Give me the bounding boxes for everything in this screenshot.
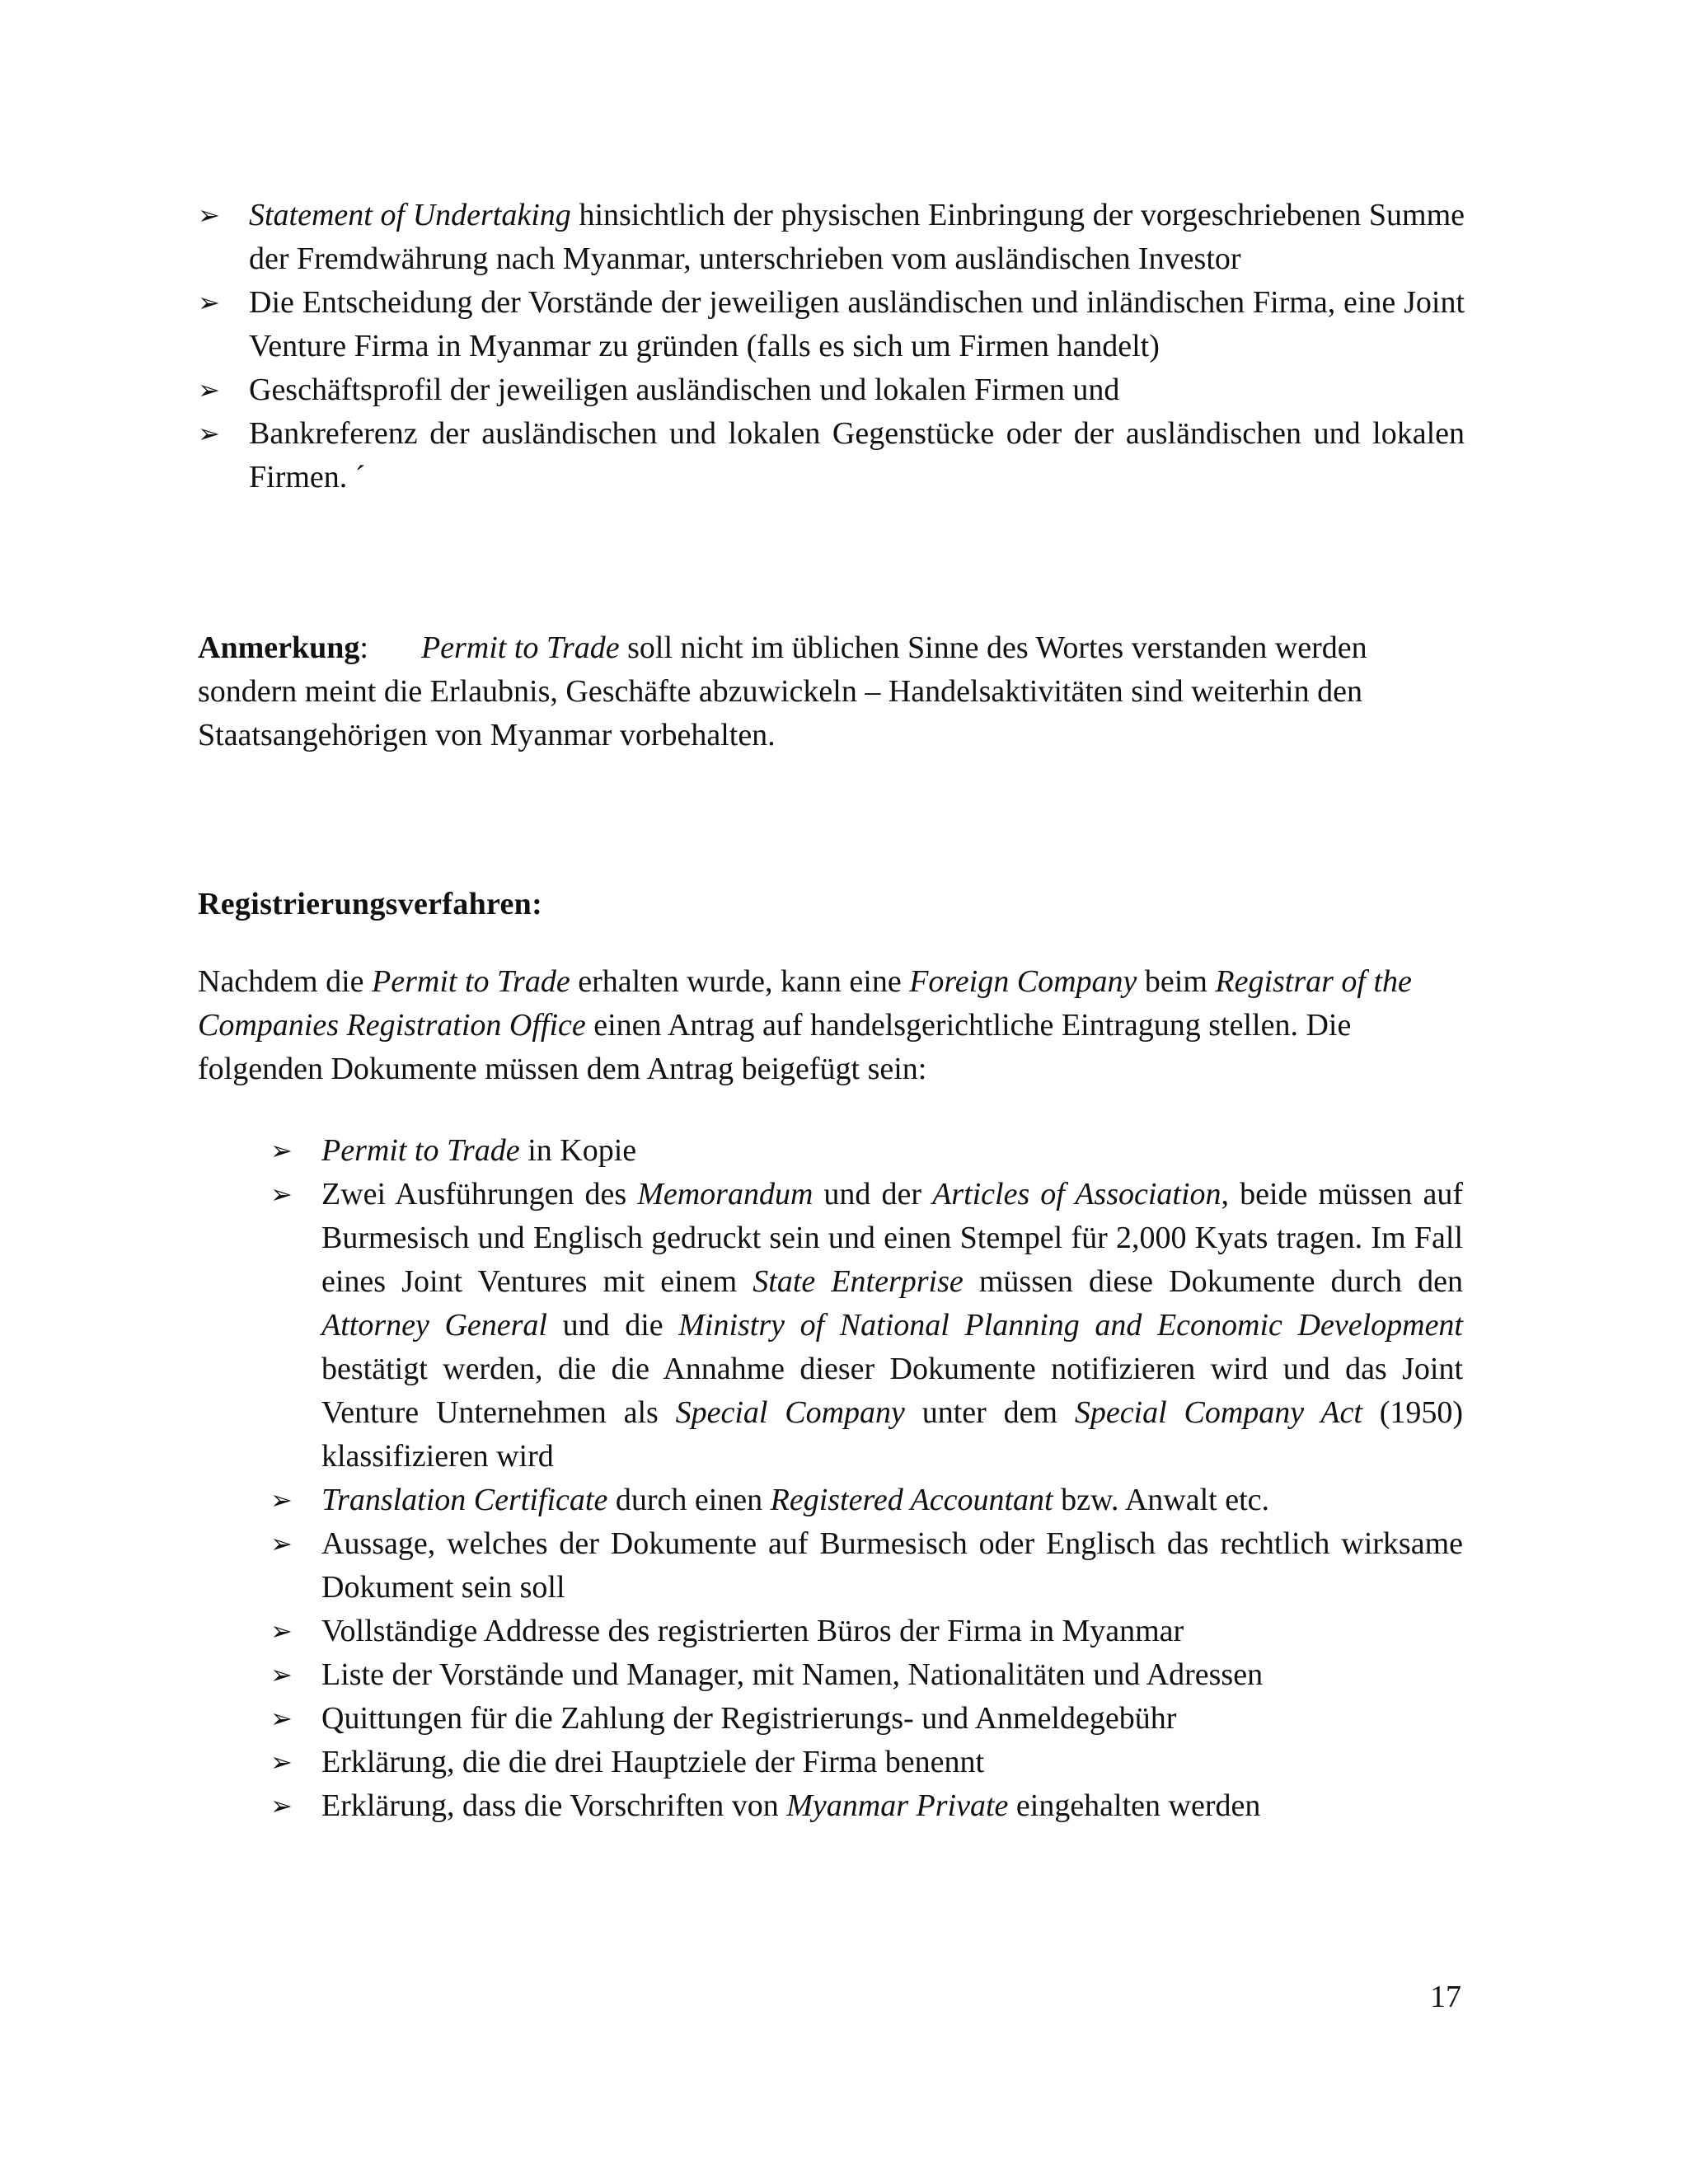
italic-term: Foreign Company: [909, 964, 1137, 999]
text-run: (1950) klassifizieren wird: [321, 1395, 1463, 1474]
text-run: Vollständige Addresse des registrierten Büros der Firma in Myanmar: [321, 1614, 1184, 1648]
arrow-bullet-icon: ➢: [270, 1791, 293, 1821]
arrow-bullet-icon: ➢: [198, 375, 220, 405]
italic-term: Permit to Trade: [420, 630, 620, 665]
italic-term: State Enterprise: [753, 1264, 964, 1299]
note-paragraph: [198, 626, 1467, 757]
text-run: beim: [1137, 964, 1216, 999]
text-run: Erklärung, dass die Vorschriften von: [321, 1788, 787, 1823]
text-run: bzw. Anwalt etc.: [1053, 1483, 1269, 1517]
page-number: 17: [1430, 1980, 1461, 2014]
text-run: bestätigt werden, die die Annahme dieser Dokumente notifizieren wird und das Joint Venture Unternehmen als: [321, 1352, 1463, 1430]
text-run: Die Entscheidung der Vorstände der jeweiligen ausländischen und inländischen Firma, eine Joint Venture Firma in Myanmar zu gründen (falls es sich um Firmen handelt): [249, 285, 1465, 363]
text-run: müssen diese Dokumente durch den: [963, 1264, 1464, 1299]
arrow-bullet-icon: ➢: [270, 1704, 293, 1733]
list-item: [270, 1129, 1463, 1173]
text-run: unter dem: [904, 1395, 1075, 1430]
note-separator: :: [359, 630, 368, 665]
list-item: [270, 1173, 1464, 1479]
italic-term: Translation Certificate: [321, 1483, 608, 1517]
text-run: eingehalten werden: [1008, 1788, 1261, 1823]
intro-paragraph: [198, 960, 1467, 1091]
arrow-bullet-icon: ➢: [270, 1136, 293, 1165]
list-item: [270, 1653, 1463, 1697]
text-run: Aussage, welches der Dokumente auf Burmesisch oder Englisch das rechtlich wirksame Dokument sein soll: [321, 1526, 1463, 1605]
text-run: Zwei Ausführungen des: [321, 1177, 638, 1212]
italic-term: Statement of Undertaking: [249, 198, 571, 232]
italic-term: Registrar of the Companies Registration Office: [198, 964, 1412, 1043]
text-run: erhalten wurde, kann eine: [570, 964, 910, 999]
text-run: Bankreferenz der ausländischen und lokalen Gegenstücke oder der ausländischen und lokalen Firmen. ´: [249, 416, 1465, 494]
list-item: [270, 1697, 1463, 1741]
list-item: [270, 1784, 1463, 1828]
text-run: Quittungen für die Zahlung der Registrierungs- und Anmeldegebühr: [321, 1701, 1177, 1736]
italic-term: Articles of Association: [932, 1177, 1221, 1212]
arrow-bullet-icon: ➢: [270, 1485, 293, 1515]
text-run: durch einen: [607, 1483, 771, 1517]
text-run: Liste der Vorstände und Manager, mit Namen, Nationalitäten und Adressen: [321, 1657, 1264, 1692]
text-run: und die: [546, 1308, 679, 1343]
text-run: Erklärung, die die drei Hauptziele der Firma benennt: [321, 1745, 985, 1779]
arrow-bullet-icon: ➢: [270, 1529, 293, 1558]
arrow-bullet-icon: ➢: [270, 1660, 293, 1690]
italic-term: Ministry of National Planning and Economic Development: [678, 1308, 1463, 1343]
list-item: [198, 194, 1465, 281]
text-run: Geschäftsprofil der jeweiligen ausländischen und lokalen Firmen und: [249, 373, 1120, 407]
list-item: [270, 1741, 1463, 1784]
text-run: und der: [813, 1177, 933, 1212]
italic-term: Permit to Trade: [372, 964, 570, 999]
arrow-bullet-icon: ➢: [270, 1747, 293, 1777]
arrow-bullet-icon: ➢: [198, 419, 220, 448]
section-heading: Registrierungsverfahren:: [198, 887, 543, 921]
list-item: [270, 1610, 1463, 1653]
list-item: [198, 281, 1465, 368]
documents-list: [270, 1129, 1464, 1828]
arrow-bullet-icon: ➢: [198, 200, 220, 230]
text-run: soll nicht im üblichen Sinne des Wortes verstanden werden sondern meint die Erlaubnis, Geschäfte abzuwickeln – Handelsaktivitäten sind weiterhin den Staatsangehörigen von Myanmar vorbehalten.: [198, 630, 1367, 752]
text-run: , beide müssen auf Burmesisch und Englisch gedruckt sein und einen Stempel für 2,000 Kyats tragen. Im Fall eines Joint Ventures mit einem: [321, 1177, 1463, 1299]
list-item: [198, 412, 1465, 499]
note-text: [198, 630, 1367, 752]
italic-term: Myanmar Private: [786, 1788, 1009, 1823]
text-run: einen Antrag auf handelsgerichtliche Eintragung stellen. Die folgenden Dokumente müssen dem Antrag beigefügt sein:: [198, 1008, 1352, 1086]
list-item: [270, 1479, 1463, 1522]
note-label: Anmerkung: [198, 630, 360, 665]
italic-term: Permit to Trade: [321, 1133, 520, 1168]
arrow-bullet-icon: ➢: [270, 1179, 293, 1209]
requirements-list: [198, 194, 1465, 499]
list-item: [198, 368, 1465, 412]
arrow-bullet-icon: ➢: [270, 1616, 293, 1646]
arrow-bullet-icon: ➢: [198, 288, 220, 317]
text-run: in Kopie: [519, 1133, 637, 1168]
italic-term: Attorney General: [321, 1308, 547, 1343]
text-run: Nachdem die: [198, 964, 373, 999]
italic-term: Special Company Act: [1074, 1395, 1362, 1430]
list-item: [270, 1522, 1463, 1610]
text-run: hinsichtlich der physischen Einbringung der vorgeschriebenen Summe der Fremdwährung nach Myanmar, unterschrieben vom ausländischen Investor: [249, 198, 1465, 276]
italic-term: Registered Accountant: [770, 1483, 1053, 1517]
italic-term: Memorandum: [637, 1177, 814, 1212]
italic-term: Special Company: [675, 1395, 905, 1430]
